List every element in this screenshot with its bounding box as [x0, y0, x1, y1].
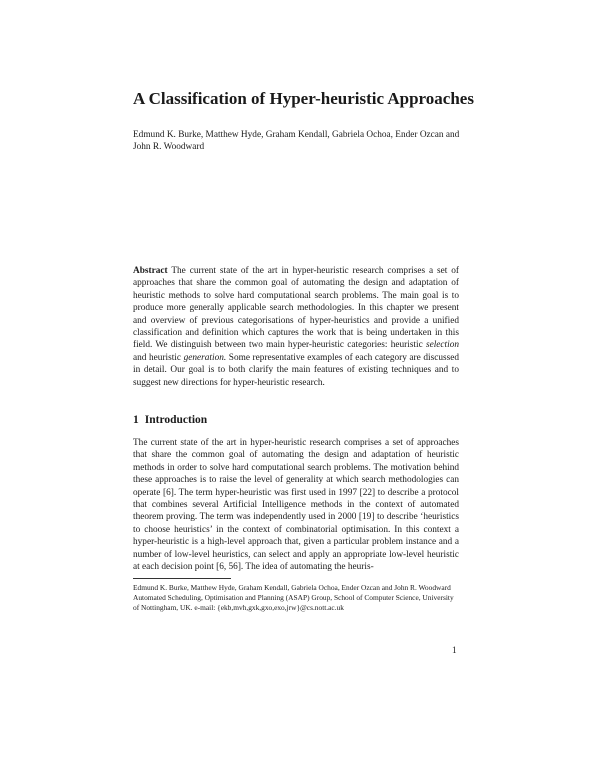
footnote-rule	[133, 578, 231, 579]
abstract-text-part2: and heuristic	[133, 352, 182, 363]
section-heading-introduction	[133, 413, 207, 427]
footnote-authors: Edmund K. Burke, Matthew Hyde, Graham Kendall, Gabriela Ochoa, Ender Ozcan and John R. Woodward	[133, 583, 451, 592]
page-number: 1	[452, 646, 457, 656]
abstract-text-part1: The current state of the art in hyper-heuristic research comprises a set of approaches that share the common goal of automating the design and adaptation of heuristic methods to solve hard computational search problems. The main goal is to produce more generally applicable search methodologies. In this chapter we present and overview of previous categorisations of hyper-heuristics and provide a unified classification and definition which captures the work that is being undertaken in this field. We distinguish between two main hyper-heuristic categories: heuristic	[133, 266, 460, 351]
author-list: Edmund K. Burke, Matthew Hyde, Graham Kendall, Gabriela Ochoa, Ender Ozcan and John R. Woodward	[133, 130, 460, 153]
footnote	[133, 583, 461, 613]
abstract-emphasis-selection: selection	[425, 340, 459, 351]
abstract-label: Abstract	[133, 266, 168, 276]
introduction-paragraph: The current state of the art in hyper-heuristic research comprises a set of approaches that share the common goal of automating the design and adaptation of heuristic methods in order to solve hard computational search problems. The motivation behind these approaches is to raise the level of generality at which search methodologies can operate [6]. The term hyper-heuristic was first used in 1997 [22] to describe a protocol that combines several Artificial Intelligence methods in the context of automated theorem proving. The term was independently used in 2000 [19] to describe ‘heuristics to choose heuristics’ in the context of combinatorial optimisation. In this context a hyper-heuristic is a high-level approach that, given a particular problem instance and a number of low-level heuristics, can select and apply an appropriate low-level heuristic at each decision point [6, 56]. The idea of automating the heuris-	[133, 438, 459, 573]
footnote-affiliation: Automated Scheduling, Optimisation and Planning (ASAP) Group, School of Computer Science, University of Nottingham, UK. e-mail: {ekb,mvh,gxk,gxo,exo,jrw}@cs.nott.ac.uk	[133, 593, 454, 612]
abstract	[133, 265, 459, 389]
section-number: 1	[133, 414, 139, 426]
section-title: Introduction	[144, 414, 208, 426]
abstract-text-part3: Some representative examples of each category are discussed in detail. Our goal is to both clarify the main features of existing techniques and to suggest new directions for hyper-heuristic research.	[133, 352, 459, 388]
abstract-emphasis-generation: generation.	[183, 352, 227, 363]
paper-title: A Classification of Hyper-heuristic Approaches	[133, 89, 474, 108]
